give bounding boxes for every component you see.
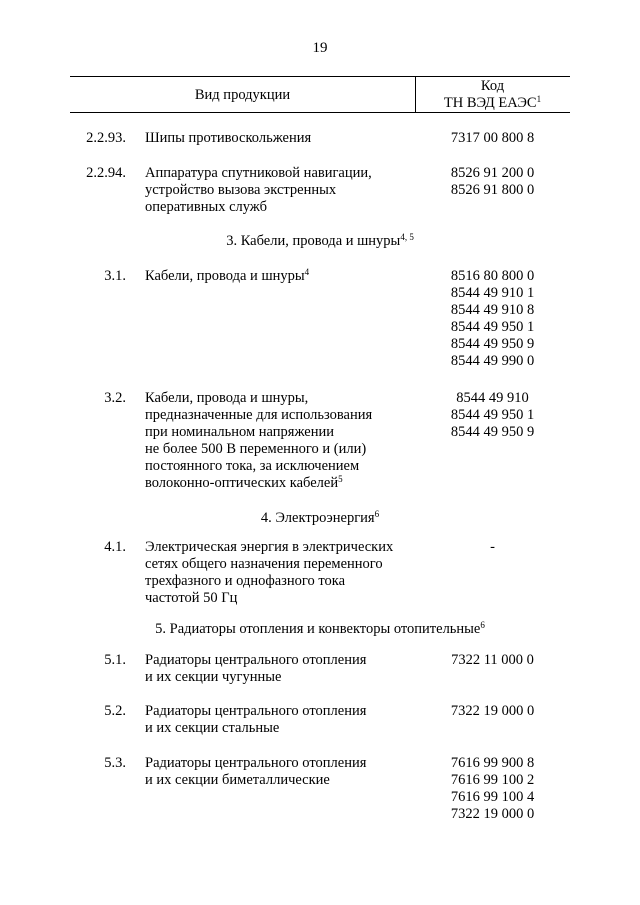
row-number: 3.2. bbox=[104, 390, 126, 406]
row-number: 3.1. bbox=[104, 268, 126, 284]
row-description: Аппаратура спутниковой навигации, устройство вызова экстренных оперативных служб bbox=[145, 165, 372, 215]
hs-code: 8526 91 800 0 bbox=[450, 182, 535, 198]
row-description: Радиаторы центрального отопления и их секции биметаллические bbox=[145, 755, 367, 788]
row-number: 2.2.94. bbox=[86, 165, 126, 181]
hs-code: 8544 49 990 0 bbox=[450, 353, 535, 369]
row-description: Электрическая энергия в электрических сетях общего назначения переменного трехфазного и однофазного тока частотой 50 Гц bbox=[145, 539, 394, 606]
header-bottom-rule bbox=[70, 112, 570, 113]
hs-code: 7317 00 800 8 bbox=[450, 130, 535, 146]
hs-code: 7322 19 000 0 bbox=[450, 703, 535, 719]
row-codes bbox=[415, 390, 570, 441]
hs-code: 8544 49 950 9 bbox=[450, 336, 535, 352]
row-codes bbox=[415, 703, 570, 720]
row-codes bbox=[415, 165, 570, 199]
row-number: 2.2.93. bbox=[86, 130, 126, 146]
hs-code: 7616 99 100 4 bbox=[450, 789, 535, 805]
hs-code: 7616 99 900 8 bbox=[450, 755, 535, 771]
row-codes bbox=[415, 130, 570, 147]
header-code bbox=[415, 78, 570, 112]
row-number: 4.1. bbox=[104, 539, 126, 555]
row-description: Кабели, провода и шнуры, предназначенные для использования при номинальном напряжении не более 500 В переменного и (или) постоянного тока, за исключением волоконно-оптических кабелей$^5$ bbox=[145, 390, 373, 491]
hs-code: 8544 49 950 1 bbox=[450, 407, 535, 423]
row-number: 5.3. bbox=[104, 755, 126, 771]
hs-code: 7616 99 100 2 bbox=[450, 772, 535, 788]
row-number: 5.2. bbox=[104, 703, 126, 719]
page-number: 19 bbox=[312, 40, 328, 56]
header-top-rule bbox=[70, 76, 570, 77]
section-heading: 4. Электроэнергия$^6$ bbox=[260, 509, 380, 526]
section-heading: 3. Кабели, провода и шнуры$^{4, 5}$ bbox=[226, 232, 414, 249]
row-description: Кабели, провода и шнуры$^4$ bbox=[145, 267, 310, 284]
row-codes bbox=[415, 652, 570, 669]
header-code-line2: ТН ВЭД ЕАЭС$^1$ bbox=[443, 94, 542, 111]
hs-code: 8544 49 910 1 bbox=[450, 285, 535, 301]
row-description: Радиаторы центрального отопления и их секции чугунные bbox=[145, 652, 367, 685]
header-code-line1: Код bbox=[480, 78, 505, 94]
row-codes bbox=[415, 539, 570, 556]
hs-code: 8544 49 950 1 bbox=[450, 319, 535, 335]
section-heading: 5. Радиаторы отопления и конвекторы отопительные$^6$ bbox=[155, 620, 485, 637]
hs-code: 7322 19 000 0 bbox=[450, 806, 535, 822]
row-codes bbox=[415, 268, 570, 370]
hs-code: 8544 49 910 8 bbox=[450, 302, 535, 318]
row-number: 5.1. bbox=[104, 652, 126, 668]
hs-code: 8544 49 910 bbox=[456, 390, 529, 406]
hs-code: - bbox=[490, 539, 495, 555]
hs-code: 8526 91 200 0 bbox=[450, 165, 535, 181]
hs-code: 7322 11 000 0 bbox=[451, 652, 534, 668]
header-product-type: Вид продукции bbox=[194, 87, 291, 103]
row-description: Шипы противоскольжения bbox=[145, 130, 312, 146]
footnote-ref: 1 bbox=[536, 94, 542, 104]
hs-code: 8544 49 950 9 bbox=[450, 424, 535, 440]
row-description: Радиаторы центрального отопления и их секции стальные bbox=[145, 703, 367, 736]
row-codes bbox=[415, 755, 570, 823]
hs-code: 8516 80 800 0 bbox=[450, 268, 535, 284]
